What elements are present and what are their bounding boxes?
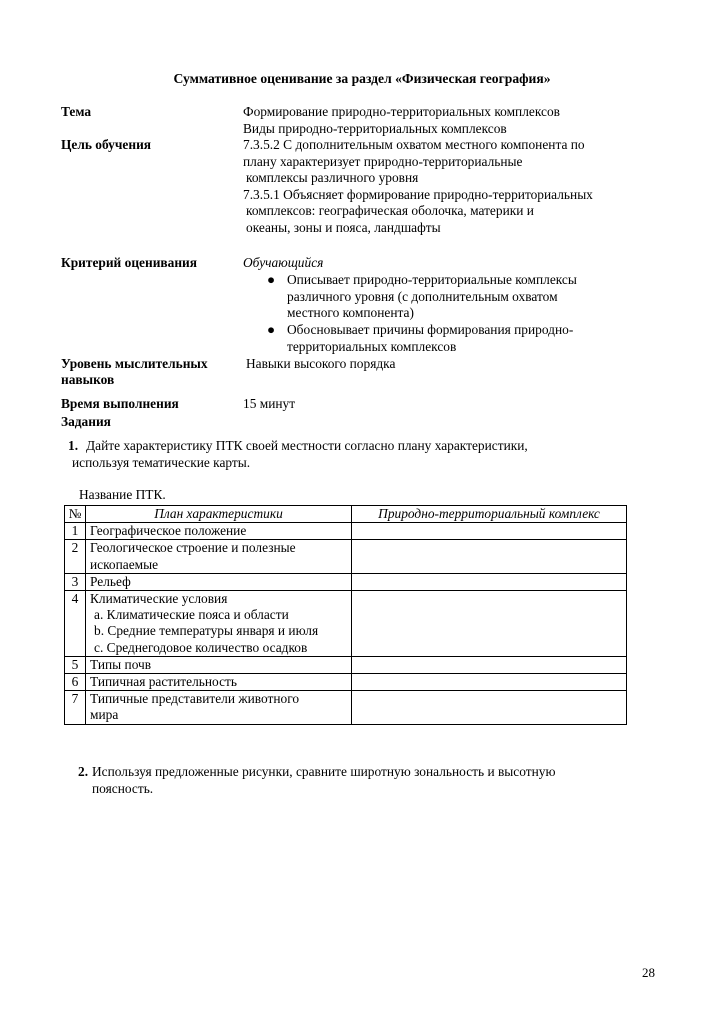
ptk-table [64, 505, 627, 725]
row-ptk-cell[interactable] [352, 656, 627, 673]
task-number: 2. [78, 764, 89, 779]
tema-line: Виды природно-территориальных комплексов [243, 120, 507, 136]
table-row [65, 656, 627, 673]
plan-line: Рельеф [90, 573, 131, 589]
cel-line: комплексы различного уровня [246, 170, 419, 185]
plan-line: ископаемые [90, 556, 159, 572]
plan-line: Типичные представители животного [90, 691, 300, 707]
row-plan [86, 656, 352, 673]
kriteriy-intro: Обучающийся [243, 255, 324, 270]
row-number: 4 [65, 591, 86, 657]
bullet-line: различного уровня (с дополнительным охватом [287, 288, 558, 304]
bullet-icon: ● [266, 272, 276, 287]
task-text: используя тематические карты. [72, 455, 251, 470]
cel-line: комплексов: географическая оболочка, материки и [246, 203, 534, 218]
row-plan [86, 674, 352, 691]
task-number: 1. [68, 438, 79, 453]
value-tema [243, 104, 560, 137]
table-header-row [65, 506, 627, 523]
value-vremya: 15 минут [243, 396, 296, 411]
row-ptk-cell[interactable] [352, 573, 627, 590]
row-ptk-cell[interactable] [352, 591, 627, 657]
label-kriteriy: Критерий оценивания [61, 255, 198, 270]
task-text: Используя предложенные рисунки, сравните широтную зональность и высотную [92, 764, 556, 779]
header-number: № [65, 506, 86, 523]
value-cel-obucheniya [243, 137, 593, 236]
value-uroven: Навыки высокого порядка [246, 356, 396, 371]
bullet-line: Описывает природно-территориальные комплексы [287, 272, 577, 287]
row-plan [86, 540, 352, 573]
header-ptk: Природно-территориальный комплекс [352, 506, 627, 523]
table-caption: Название ПТК. [79, 487, 166, 502]
row-ptk-cell[interactable] [352, 674, 627, 691]
label-tema: Тема [61, 104, 92, 119]
uroven-label-line: Уровень мыслительных [61, 356, 208, 371]
header-plan: План характеристики [86, 506, 352, 523]
plan-subitem: c. Среднегодовое количество осадков [94, 639, 308, 655]
row-number: 7 [65, 691, 86, 724]
plan-line: Географическое положение [90, 523, 247, 539]
row-plan [86, 691, 352, 724]
table-row [65, 591, 627, 657]
cel-line: 7.3.5.1 Объясняет формирование природно-территориальных [243, 186, 593, 202]
tema-line: Формирование природно-территориальных комплексов [243, 104, 560, 119]
task-text: поясность. [92, 781, 154, 796]
plan-subitem: a. Климатические пояса и области [94, 607, 289, 623]
cel-line: 7.3.5.2 С дополнительным охватом местного компонента по [243, 137, 585, 152]
cel-line: океаны, зоны и пояса, ландшафты [246, 219, 441, 235]
row-ptk-cell[interactable] [352, 523, 627, 540]
bullet-line: Обосновывает причины формирования природно- [287, 322, 574, 337]
page-number: 28 [642, 965, 655, 980]
bullet-icon: ● [266, 322, 276, 337]
row-number: 5 [65, 656, 86, 673]
page-title: Суммативное оценивание за раздел «Физическая география» [173, 71, 551, 86]
cel-line: плану характеризует природно-территориальные [243, 153, 523, 169]
row-plan [86, 523, 352, 540]
table-row [65, 540, 627, 573]
task-text: Дайте характеристику ПТК своей местности согласно плану характеристики, [86, 438, 528, 453]
row-plan [86, 573, 352, 590]
row-number: 2 [65, 540, 86, 573]
kriteriy-bullet-2 [287, 322, 573, 355]
bullet-line: территориальных комплексов [287, 338, 457, 354]
table-row [65, 523, 627, 540]
kriteriy-bullet-1 [287, 272, 577, 322]
row-number: 6 [65, 674, 86, 691]
row-ptk-cell[interactable] [352, 540, 627, 573]
table-row [65, 674, 627, 691]
label-cel-obucheniya: Цель обучения [61, 137, 152, 152]
row-number: 3 [65, 573, 86, 590]
row-plan [86, 591, 352, 657]
label-vremya: Время выполнения [61, 396, 179, 411]
row-ptk-cell[interactable] [352, 691, 627, 724]
uroven-label-line: навыков [61, 372, 115, 387]
plan-line: Климатические условия [90, 591, 228, 607]
plan-line: Типичная растительность [90, 674, 237, 690]
bullet-line: местного компонента) [287, 305, 414, 320]
plan-line: Геологическое строение и полезные [90, 540, 296, 556]
plan-line: Типы почв [90, 656, 152, 672]
plan-line: мира [90, 707, 119, 723]
row-number: 1 [65, 523, 86, 540]
label-uroven [61, 356, 208, 388]
plan-subitem: b. Средние температуры января и июля [94, 623, 319, 639]
table-row [65, 691, 627, 724]
label-zadaniya: Задания [61, 414, 111, 429]
table-row [65, 573, 627, 590]
